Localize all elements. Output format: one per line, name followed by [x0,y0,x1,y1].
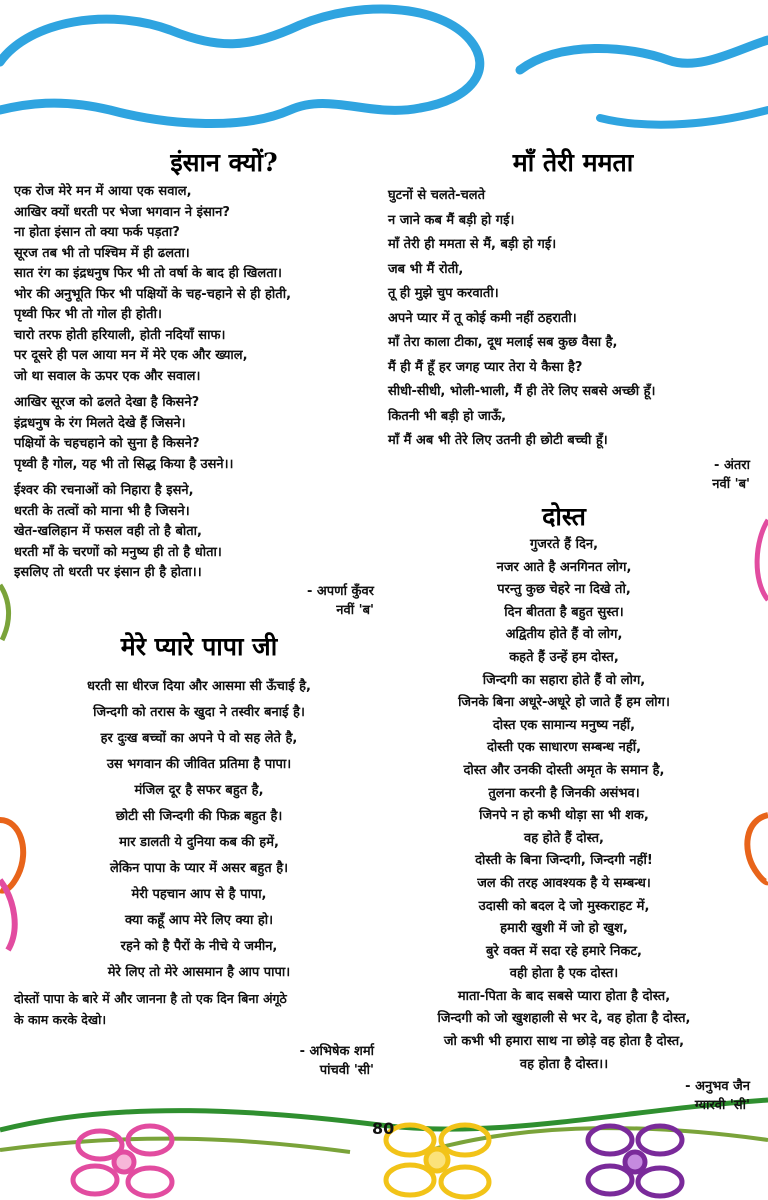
poem-line: वह होते हैं दोस्त, [524,830,604,846]
poem-line: कहते हैं उन्हें हम दोस्त, [509,649,619,665]
poem-line: दोस्ती एक साधारण सम्बन्ध नहीं, [486,740,642,756]
poem-line: दिन बीतता है बहुत सुस्त। [504,604,624,620]
author-name: - अनुभव जैन [685,1079,750,1094]
poem-line: परन्तु कुछ चेहरे ना दिखे तो, [497,582,631,598]
poem-line: धरती माँ के चरणों को मनुष्य ही तो है धोता। [14,544,222,560]
poem-line: क्या कहूँ आप मेरे लिए क्या हो। [124,913,274,928]
poem-line: जिन्दगी को जो खुशहाली से भर दे, वह होता है दोस्त, [437,1011,691,1027]
poem-line: छोटी सी जिन्दगी की फिक्र बहुत है। [115,809,283,824]
poem-line: दोस्त और उनकी दोस्ती अमृत के समान है, [463,762,665,778]
poem-line: नजर आते है अनगिनत लोग, [496,559,632,575]
poem-line: माँ तेरी ही ममता से मैं, बड़ी हो गई। [388,237,557,252]
poem-line: हमारी खुशी में जो हो खुश, [500,921,628,937]
author-name: - अभिषेक शर्मा [299,1044,374,1059]
poem-line: तुलना करनी है जिनकी असंभव। [488,785,640,801]
note-line: के काम करके देखो। [14,1012,107,1027]
poem-body [14,674,384,986]
poem-line: ईश्वर की रचनाओं को निहारा है इसने, [14,483,194,498]
poem-line: धरती के तत्वों को माना भी है जिसने। [14,503,190,519]
poem-line: दोस्त एक सामान्य मनुष्य नहीं, [492,717,636,733]
poem-line: आखिर सूरज को ढलते देखा है किसने? [14,395,200,410]
poem-line: जिन्दगी का सहारा होते हैं वो लोग, [482,672,646,688]
poem-line: धरती सा धीरज दिया और आसमा सी ऊँचाई है, [87,679,311,694]
poem-body [394,534,734,1076]
poem-line: खेत-खलिहान में फसल वही तो है बोता, [14,524,202,539]
poem-line: उदासी को बदल दे जो मुस्कराहट में, [478,898,650,914]
poem-title: माँ तेरी ममता [512,148,634,177]
poem-papa [14,630,384,1030]
poem-line: मेरे लिए तो मेरे आसमान है आप पापा। [107,965,291,980]
poem-line: जब भी मैं रोती, [388,261,464,277]
page-number: 80 [372,1119,395,1138]
note-line: दोस्तों पापा के बारे में और जानना है तो एक दिन बिना अंगूठे [14,991,287,1006]
author-dost [600,1077,750,1115]
poem-line: गुजरते हैं दिन, [529,537,599,552]
poem-line: मंजिल दूर है सफर बहुत है, [134,783,264,798]
poem-line: बुरे वक्त में सदा रहे हमारे निकट, [486,943,642,959]
poem-line: माँ तेरा काला टीका, दूध मलाई सब कुछ वैसा है, [388,335,618,350]
poem-line: माता-पिता के बाद सबसे प्यारा होता है दोस्त, [457,988,671,1004]
author-name: - अंतरा [714,458,750,473]
poem-line: न जाने कब मैं बड़ी हो गई। [388,212,515,228]
poem-line: पृथ्वी फिर भी तो गोल ही होती। [14,307,162,322]
poem-body [14,182,384,584]
poem-line: ना होता इंसान तो क्या फर्क पड़ता? [14,225,180,240]
purple-flower [588,1126,682,1196]
poem-line: इसलिए तो धरती पर इंसान ही है होता।। [14,565,202,580]
author-maa [600,456,750,494]
poem-line: भोर की अनुभूति फिर भी पक्षियों के चह-चहाने से ही होती, [14,286,292,302]
poem-line: एक रोज मेरे मन में आया एक सवाल, [14,184,192,199]
poem-line: तू ही मुझे चुप करवाती। [388,286,499,301]
poem-line: इंद्रधनुष के रंग मिलते देखे हैं जिसने। [14,415,186,431]
poem-maa [388,146,758,454]
poem-dost [394,500,756,1076]
poem-line: अद्वितीय होते हैं वो लोग, [505,627,623,643]
poem-line: चारो तरफ होती हरियाली, होती नदियाँ साफ। [14,327,226,343]
poem-line: सात रंग का इंद्रधनुष फिर भी तो वर्षा के बाद ही खिलता। [14,266,282,281]
poem-line: पक्षियों के चहचहाने को सुना है किसने? [14,436,200,451]
cloud-outline [0,9,480,123]
author-name: - अपर्णा कुँवर [306,584,374,599]
poem-line: मेरी पहचान आप से है पापा, [131,887,267,902]
poem-line: वही होता है एक दोस्त। [509,966,619,982]
poem-line: जो कभी भी हमारा साथ ना छोड़े वह होता है दोस्त, [443,1034,685,1050]
poem-line: जिनपे न हो कभी थोड़ा सा भी शक, [479,808,649,824]
poem-line: सीधी-सीधी, भोली-भाली, मैं ही तेरे लिए सबसे अच्छी हूँ। [388,384,656,399]
poem-line: जल की तरह आवश्यक है ये सम्बन्ध। [477,875,651,891]
poem-title: इंसान क्यों? [170,148,278,177]
poem-line: मैं ही मैं हूँ हर जगह प्यार तेरा ये कैसा है? [388,359,583,375]
poem-line: जिनके बिना अधूरे-अधूरे हो जाते हैं हम लोग। [458,695,670,711]
poem-line: दोस्ती के बिना जिन्दगी, जिन्दगी नहीं! [475,853,653,869]
author-class: नवीं 'ब' [712,477,750,492]
poem-title: दोस्त [542,502,586,531]
poem-line: हर दुःख बच्चों का अपने पे वो सह लेते है, [100,731,298,746]
poem-line: कितनी भी बड़ी हो जाऊँ, [388,408,507,424]
poem-line: रहने को है पैरों के नीचे ये जमीन, [120,939,278,954]
poem-line: अपने प्यार में तू कोई कमी नहीं ठहराती। [388,310,577,326]
poem-line: माँ मैं अब भी तेरे लिए उतनी ही छोटी बच्ची हूँ। [388,433,608,448]
poem-line: सूरज तब भी तो पश्चिम में ही ढलता। [14,245,190,261]
poem-line: वह होता है दोस्त।। [519,1056,609,1072]
pink-flower [73,1126,172,1196]
author-class: ग्यारवी 'सी' [694,1098,750,1113]
poem-line: उस भगवान की जीवित प्रतिमा है पापा। [106,757,292,772]
author-class: नवीं 'ब' [336,603,374,618]
cloud-outline-right [520,40,768,70]
poem-line: जो था सवाल के ऊपर एक और सवाल। [14,368,201,384]
poem-body [388,184,758,454]
poem-line: आखिर क्यों धरती पर भेजा भगवान ने इंसान? [14,204,230,220]
poem-title: मेरे प्यारे पापा जी [120,632,278,661]
poem-line: मार डालती ये दुनिया कब की हमें, [119,835,279,850]
poem-line: लेकिन पापा के प्यार में असर बहुत है। [109,861,289,876]
poem-line: पृथ्वी है गोल, यह भी तो सिद्ध किया है उसने।। [14,456,234,472]
poem-note [14,988,384,1030]
author-insaan [230,582,374,620]
author-class: पांचवी 'सी' [319,1063,374,1078]
poem-insaan [14,146,384,584]
poem-line: घुटनों से चलते-चलते [388,188,486,203]
poem-line: जिन्दगी को तरास के खुदा ने तस्वीर बनाई है। [93,705,305,720]
poem-line: पर दूसरे ही पल आया मन में मेरे एक और ख्याल, [14,348,248,363]
yellow-flower [386,1125,489,1197]
author-papa [220,1042,374,1080]
